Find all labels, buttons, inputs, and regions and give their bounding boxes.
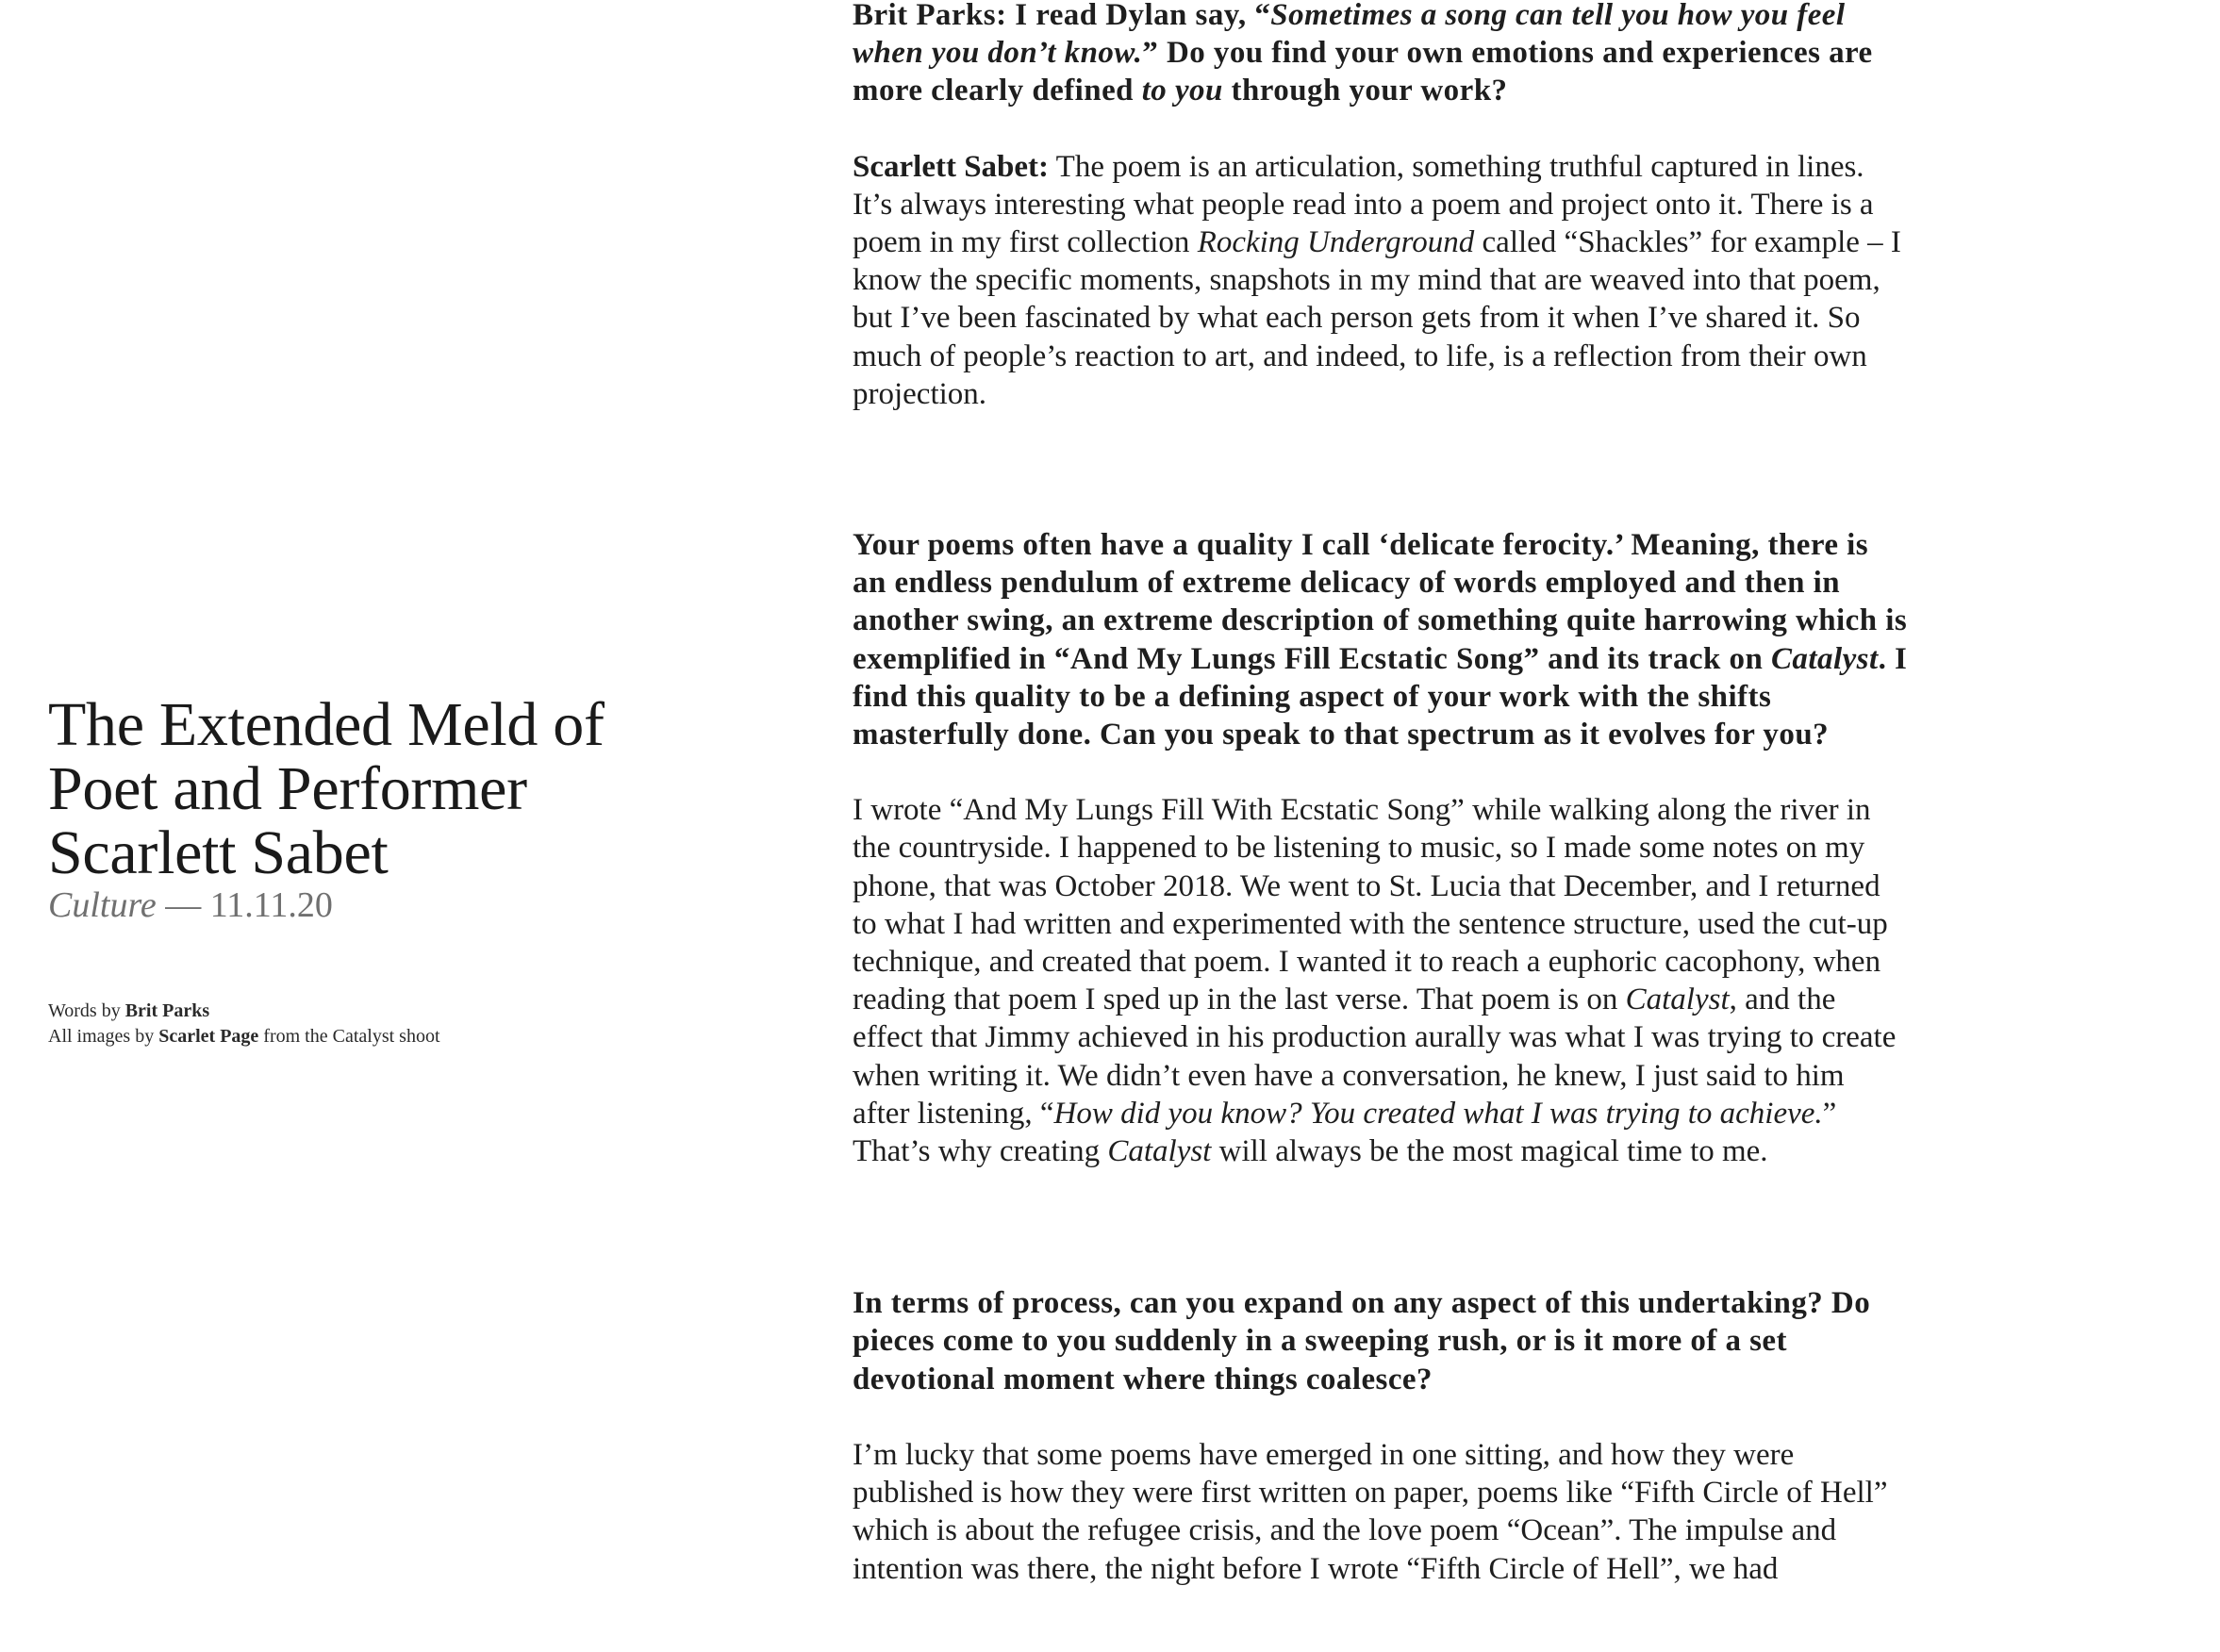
a2-quote: How did you know? You created what I was trying to achieve. [1053,1096,1823,1131]
author-name: Brit Parks [124,1000,210,1021]
a2-text-e: ” That’s why creating [853,1096,1837,1169]
article-meta [48,885,765,925]
publish-date: 11.11.20 [209,885,333,925]
a2-album-title-2: Catalyst [1107,1134,1212,1169]
a2-text-a: I wrote “And My Lungs Fill With Ecstatic Song” while walking along the river in the countryside. I happened to be listening to music, so I made some notes on my phone, that was October 2018. We went to St. Lucia that December, and I returned to what I had written and experimented with the sentence structure, used the cut-up technique, and created that poem. I wanted it to reach a euphoric cacophony, when reading that poem I sped up in the last verse. That poem is on [853,793,1888,1017]
q1-text-a: Brit Parks: I read Dylan say, “ [853,0,1271,32]
a1-text-c: called “Shackles” for example – I know the specific moments, snapshots in my mind that are weaved into that poem, but I’ve been fascinated by what each person gets from it when I’ve shared it. So much of people’s reaction to art, and indeed, to life, is a reflection from their own projection. [853,225,1901,411]
a2-album-title-1: Catalyst [1625,983,1730,1017]
q1-text-c: ” Do you find your own emotions and experiences are more clearly defined [853,36,1873,108]
article-body [853,0,1909,1588]
title-line-3: Scarlett Sabet [48,818,389,887]
question-2 [853,526,1909,753]
q1-quote: Sometimes a song can tell you how you feel when you don’t know. [853,0,1846,71]
category-link[interactable]: Culture [48,885,157,925]
credit-words [48,999,765,1024]
credit-images-suffix: from the Catalyst shoot [258,1026,440,1047]
a2-text-g: will always be the most magical time to me. [1211,1134,1768,1169]
meta-separator: — [156,885,210,925]
question-3: In terms of process, can you expand on any aspect of this undertaking? Do pieces come to you suddenly in a sweeping rush, or is it more of a set devotional moment where things coalesce? [853,1286,1871,1396]
a1-book-title: Rocking Underground [1197,225,1475,260]
a1-text-a: The poem is an articulation, something truthful captured in lines. It’s always interesting what people read into a poem and project onto it. There is a poem in my first collection [853,149,1874,260]
article-header [48,690,765,1049]
title-line-2: Poet and Performer [48,754,527,823]
title-line-1: The Extended Meld of [48,690,605,759]
credit-images-prefix: All images by [48,1026,159,1047]
q2-text-a: Your poems often have a quality I call ‘delicate ferocity.’ Meaning, there is an endless pendulum of extreme delicacy of words employed and then in another swing, an extreme description of something quite harrowing which is exemplified in “And My Lungs Fill Ecstatic Song” and its track on [853,528,1908,676]
q1-emphasis: to you [1141,74,1223,108]
answer-2 [853,791,1909,1170]
credits [48,999,765,1049]
photographer-name: Scarlet Page [158,1026,259,1047]
a2-text-c: , and the effect that Jimmy achieved in his production aurally was what I was trying to create when writing it. We didn’t even have a conversation, he knew, I just said to him after listening, “ [853,983,1897,1131]
credit-words-prefix: Words by [48,1000,125,1021]
answer-1 [853,148,1909,413]
answer-3: I’m lucky that some poems have emerged in one sitting, and how they were published is how they were first written on paper, poems like “Fifth Circle of Hell” which is about the refugee crisis, and the love poem “Ocean”. The impulse and intention was there, the night before I wrote “Fifth Circle of Hell”, we had [853,1437,1888,1586]
credit-images [48,1024,765,1049]
question-1 [853,0,1909,110]
q2-album-title: Catalyst [1770,641,1879,676]
answer-1-speaker: Scarlett Sabet: [853,149,1050,184]
q2-text-c: . I find this quality to be a defining aspect of your work with the shifts masterfully done. Can you speak to that spectrum as it evolves for you? [853,641,1908,752]
q1-text-e: through your work? [1222,74,1508,108]
article-title [48,690,765,887]
